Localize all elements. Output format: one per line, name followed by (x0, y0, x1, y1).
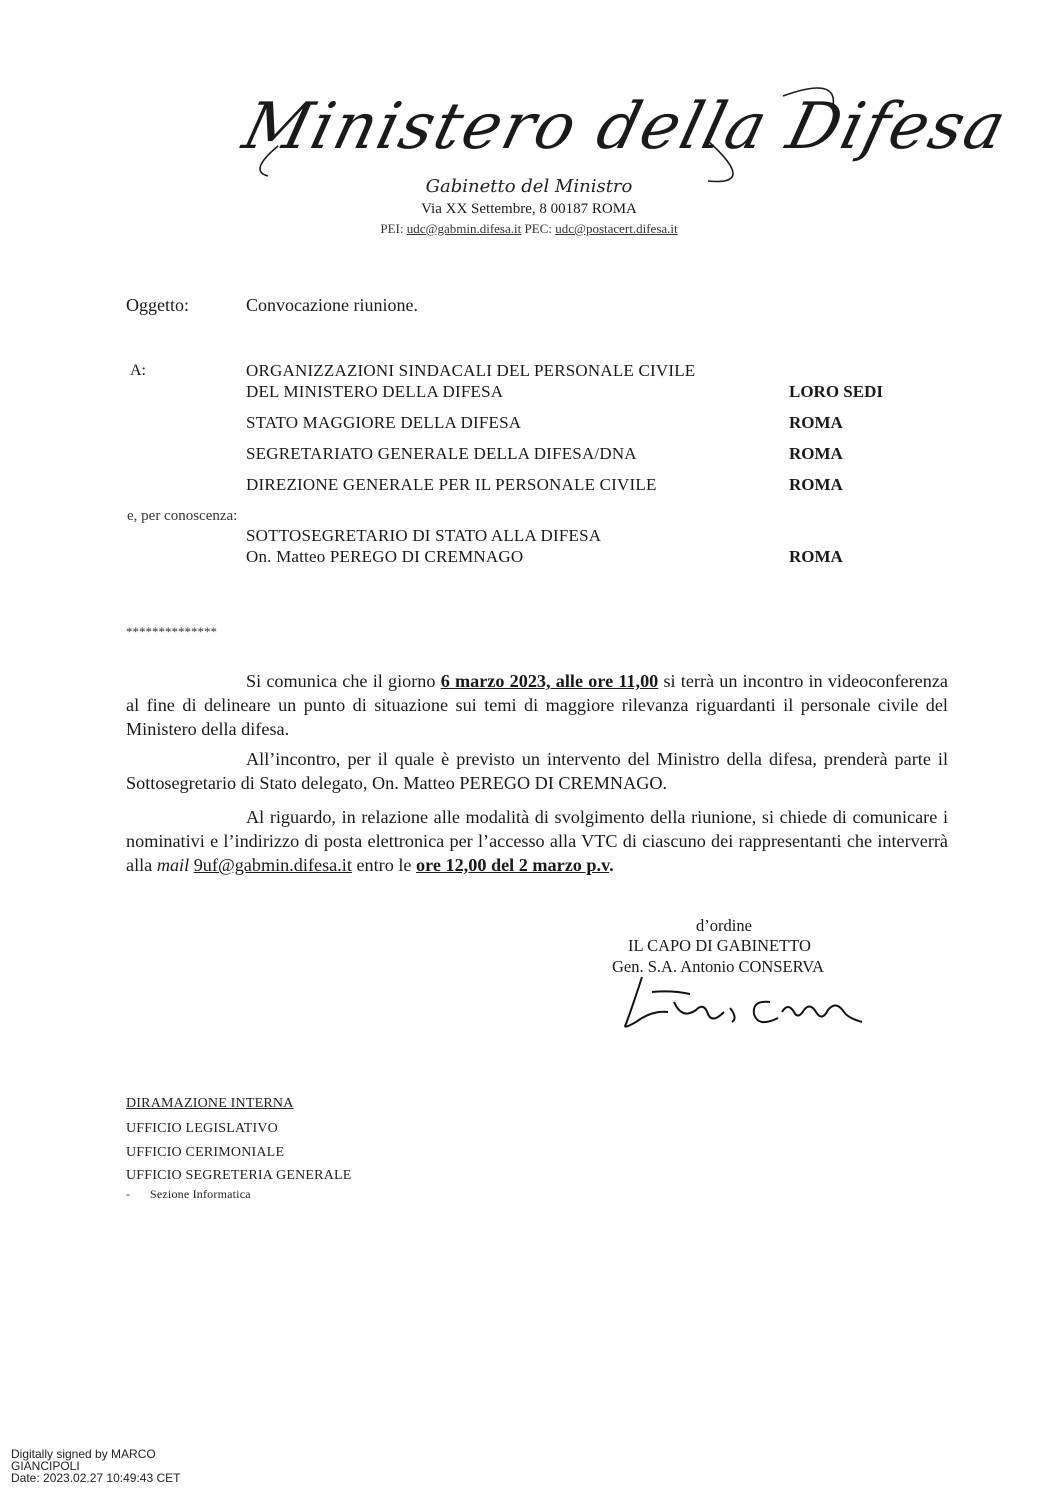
p1-before: Si comunica che il giorno (246, 671, 441, 691)
body-paragraph-2: All’incontro, per il quale è previsto un intervento del Ministro della difesa, prenderà parte il Sottosegretario di Stato delegato, On. Matteo PEREGO DI CREMNAGO. (126, 749, 948, 793)
digital-signature-line2: GIANCIPOLI (11, 1459, 80, 1473)
distribution-item-1: UFFICIO LEGISLATIVO (126, 1121, 278, 1136)
distribution-item-2: UFFICIO CERIMONIALE (126, 1145, 285, 1160)
body-paragraph-1 (126, 669, 948, 741)
signature-order: d’ordine (696, 916, 752, 935)
distribution-item-3: UFFICIO SEGRETERIA GENERALE (126, 1168, 352, 1183)
distribution-sub-item: Sezione Informatica (150, 1187, 251, 1201)
cc-label: e, per conoscenza: (127, 508, 238, 524)
deadline: ore 12,00 del 2 marzo p.v (416, 855, 610, 875)
mail-word: mail (156, 855, 190, 875)
digital-signature-line1: Digitally signed by MARCO (11, 1447, 156, 1461)
svg-text:Ministero della Difesa: Ministero della Difesa (236, 89, 1015, 164)
p3-end: . (609, 855, 614, 875)
p1-after: si terrà un incontro in videoconferenza al fine di delineare un punto di situazione sui temi di maggiore rilevanza riguardanti il personale civile del Ministero della difesa. (126, 671, 948, 739)
recipient-1-place: LORO SEDI (789, 382, 883, 401)
office-name: Gabinetto del Ministro (425, 176, 633, 197)
recipient-2-line1: STATO MAGGIORE DELLA DIFESA (246, 413, 522, 432)
cc-recipient-place: ROMA (789, 547, 843, 566)
digital-signature-date: Date: 2023.02.27 10:49:43 CET (11, 1471, 181, 1485)
pei-label: PEI: (380, 221, 404, 236)
subject-label: Oggetto: (126, 295, 189, 315)
distribution-heading: DIRAMAZIONE INTERNA (126, 1096, 294, 1111)
handwritten-signature (612, 972, 882, 1034)
signature-title: IL CAPO DI GABINETTO (628, 936, 811, 955)
recipient-3-place: ROMA (789, 444, 843, 463)
recipient-3-line1: SEGRETARIATO GENERALE DELLA DIFESA/DNA (246, 444, 637, 463)
p3-middle: entro le (351, 855, 417, 875)
recipient-2-place: ROMA (789, 413, 843, 432)
signature-name: Gen. S.A. Antonio CONSERVA (612, 957, 824, 976)
recipient-1-line2: DEL MINISTERO DELLA DIFESA (246, 382, 504, 401)
pei-email-link[interactable]: udc@gabmin.difesa.it (406, 221, 522, 236)
ministry-logo (236, 76, 1015, 186)
recipient-1-line1: ORGANIZZAZIONI SINDACALI DEL PERSONALE CIVILE (246, 361, 696, 380)
separator: ************** (126, 624, 217, 639)
cc-recipient-line1: SOTTOSEGRETARIO DI STATO ALLA DIFESA (246, 526, 602, 545)
distribution-sub-bullet: - (126, 1187, 131, 1201)
office-contacts (0, 221, 1058, 237)
cc-recipient-line2: On. Matteo PEREGO DI CREMNAGO (246, 547, 524, 566)
recipient-4-place: ROMA (789, 475, 843, 494)
office-address: Via XX Settembre, 8 00187 ROMA (421, 201, 637, 217)
pec-email-link[interactable]: udc@postacert.difesa.it (555, 221, 678, 236)
subject-text: Convocazione riunione. (246, 295, 418, 315)
p3-before: Al riguardo, in relazione alle modalità di svolgimento della riunione, si chiede di comunicare i nominativi e l’indirizzo di posta elettronica per l’accesso alla VTC di ciascuno dei rappresentanti che interverrà alla (126, 807, 948, 875)
contact-email-link[interactable]: 9uf@gabmin.difesa.it (193, 855, 352, 875)
pec-label: PEC: (524, 221, 552, 236)
recipient-4-line1: DIREZIONE GENERALE PER IL PERSONALE CIVILE (246, 475, 657, 494)
body-paragraph-3 (126, 805, 948, 877)
recipients-label: A: (130, 362, 146, 379)
meeting-date: 6 marzo 2023, alle ore 11,00 (440, 671, 659, 691)
